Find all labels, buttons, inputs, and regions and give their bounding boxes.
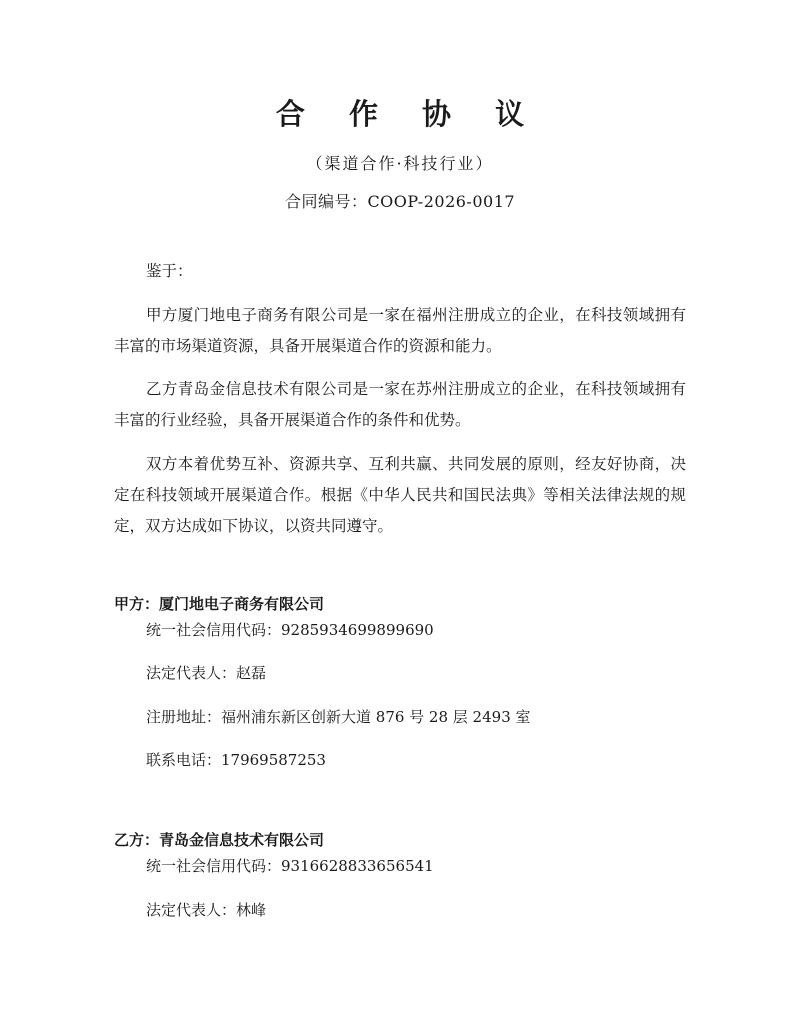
whereas-label: 鉴于：	[146, 262, 193, 280]
party-a-phone: 联系电话：17969587253	[146, 751, 326, 769]
contract-number: 合同编号：COOP-2026-0017	[284, 192, 516, 211]
party-b-heading: 乙方：青岛金信息技术有限公司	[114, 831, 325, 849]
party-a-credit-code: 统一社会信用代码：9285934699899690	[146, 621, 434, 639]
document-title: 合 作 协 议	[275, 97, 542, 131]
party-b-legal-rep: 法定代表人：林峰	[146, 901, 267, 919]
cooperation-principle: 双方本着优势互补、资源共享、互利共赢、共同发展的原则，经友好协商，决定在科技领域开展渠道合作。根据《中华人民共和国民法典》等相关法律法规的规定，双方达成如下协议，以资共同遵守。	[114, 455, 686, 535]
party-a-legal-rep: 法定代表人：赵磊	[146, 664, 267, 682]
party-a-heading: 甲方：厦门地电子商务有限公司	[114, 595, 325, 613]
party-b-credit-code: 统一社会信用代码：9316628833656541	[146, 857, 434, 875]
party-a-intro: 甲方厦门地电子商务有限公司是一家在福州注册成立的企业，在科技领域拥有丰富的市场渠道资源，具备开展渠道合作的资源和能力。	[114, 306, 686, 355]
party-b-intro: 乙方青岛金信息技术有限公司是一家在苏州注册成立的企业，在科技领域拥有丰富的行业经验，具备开展渠道合作的条件和优势。	[114, 380, 686, 429]
document-subtitle: （渠道合作·科技行业）	[306, 154, 494, 173]
party-a-address: 注册地址：福州浦东新区创新大道 876 号 28 层 2493 室	[146, 708, 531, 726]
